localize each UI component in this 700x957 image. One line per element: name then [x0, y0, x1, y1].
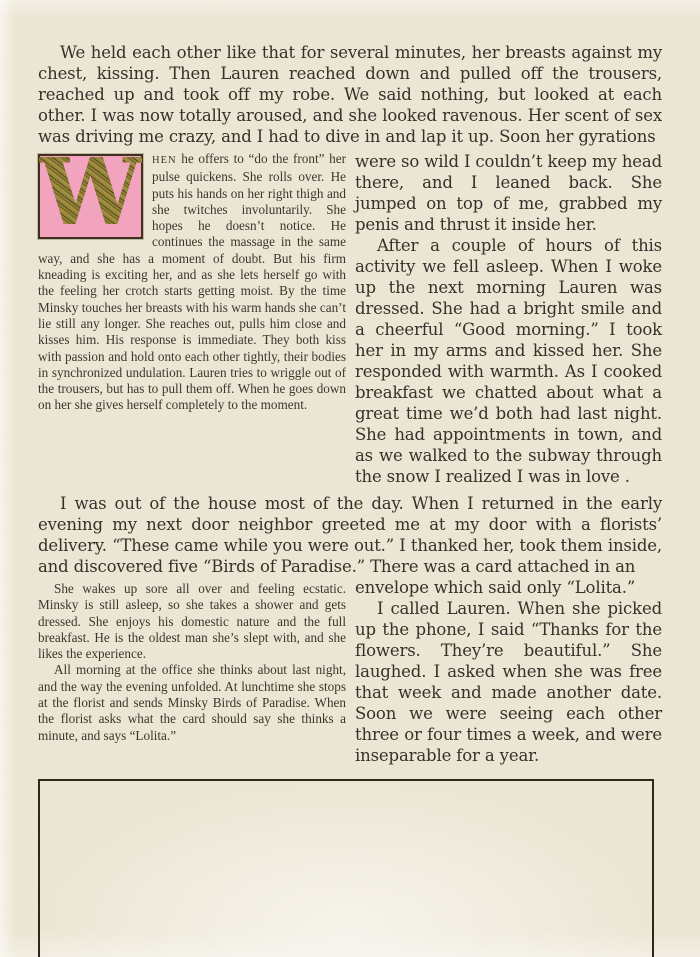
- empty-illustration-box: [38, 779, 654, 957]
- she-narrative-block-3: All morning at the office she thinks about last night, and the way the evening unfolded. At lunchtime she stops at the florist and sends Minsky Birds of Paradise. When the florist asks what the card should say she thinks a minute, and says “Lolita.”: [38, 662, 346, 743]
- she-narrative-block-1: [38, 138, 346, 414]
- small-caps-lead: HEN: [152, 155, 177, 166]
- intro-paragraph: We held each other like that for several minutes, her breasts against my chest, kissing. Then Lauren reached down and pulled off the trousers, reached up and took off my robe. We said nothing, but looked at each other. I was now totally aroused, and she looked ravenous. Her scent of sex was driving me crazy, and I had to dive in and lap it up. Soon her gyrations: [38, 43, 662, 146]
- right-column-top: [355, 151, 662, 487]
- called-lauren-paragraph: I called Lauren. When she picked up the phone, I said “Thanks for the flowers. They’re beautiful.” She laughed. I asked when she was free that week and made another date. Soon we were seeing each other three or four times a week, and were inseparable for a year.: [355, 599, 662, 765]
- left-column-bottom: [38, 577, 346, 766]
- envelope-line: envelope which said only “Lolita.”: [355, 578, 636, 597]
- he-narrative-continuation: were so wild I couldn’t keep my head there, and I leaned back. She jumped on top of me, grabbed my penis and thrust it inside her.: [355, 152, 663, 234]
- she-narrative-text-1: he offers to “do the front” her pulse quickens. She rolls over. He puts his hands on her right thigh and she twitches involuntarily. She hopes he doesn’t notice. He continues the massage in the same way, and she has a moment of doubt. But his firm kneading is exciting her, and as she lets herself go with the feeling her crotch starts getting moist. By the time Minsky touches her breasts with his warm hands she can’t lie still any longer. She reaches out, pulls him close and kisses him. His response is immediate. They both kiss with passion and hold onto each other tightly, their bodies in synchronized undulation. Lauren tries to wriggle out of the trousers, but has to pull them off. When he goes down on her she gives herself completely to the moment.: [38, 151, 346, 413]
- mid-paragraph: I was out of the house most of the day. When I returned in the early evening my next door neighbor greeted me at my door with a florists’ delivery. “These came while you were out.” I thanked her, took them inside, and discovered five “Birds of Paradise.” There was a card attached in an: [38, 494, 662, 576]
- top-two-column-section: [38, 138, 663, 487]
- bottom-two-column-section: [38, 577, 662, 766]
- dropcap-w-illumination: [38, 138, 143, 247]
- she-narrative-block-2: She wakes up sore all over and feeling ecstatic. Minsky is still asleep, so she takes a shower and gets dressed. She enjoys his domestic nature and the full breakfast. He is the oldest man she’s slept with, and she likes the experience.: [38, 581, 346, 662]
- left-column-top: [38, 138, 346, 487]
- he-narrative-morning: After a couple of hours of this activity we fell asleep. When I woke up the next morning Lauren was dressed. She had a bright smile and a cheerful “Good morning.” I took her in my arms and kissed her. She responded with warmth. As I cooked breakfast we chatted about what a great time we’d both had last night. She had appointments in town, and as we walked to the subway through the snow I realized I was in love .: [355, 236, 662, 486]
- right-column-bottom: [355, 577, 662, 766]
- dropcap-letter-w: W: [38, 138, 143, 247]
